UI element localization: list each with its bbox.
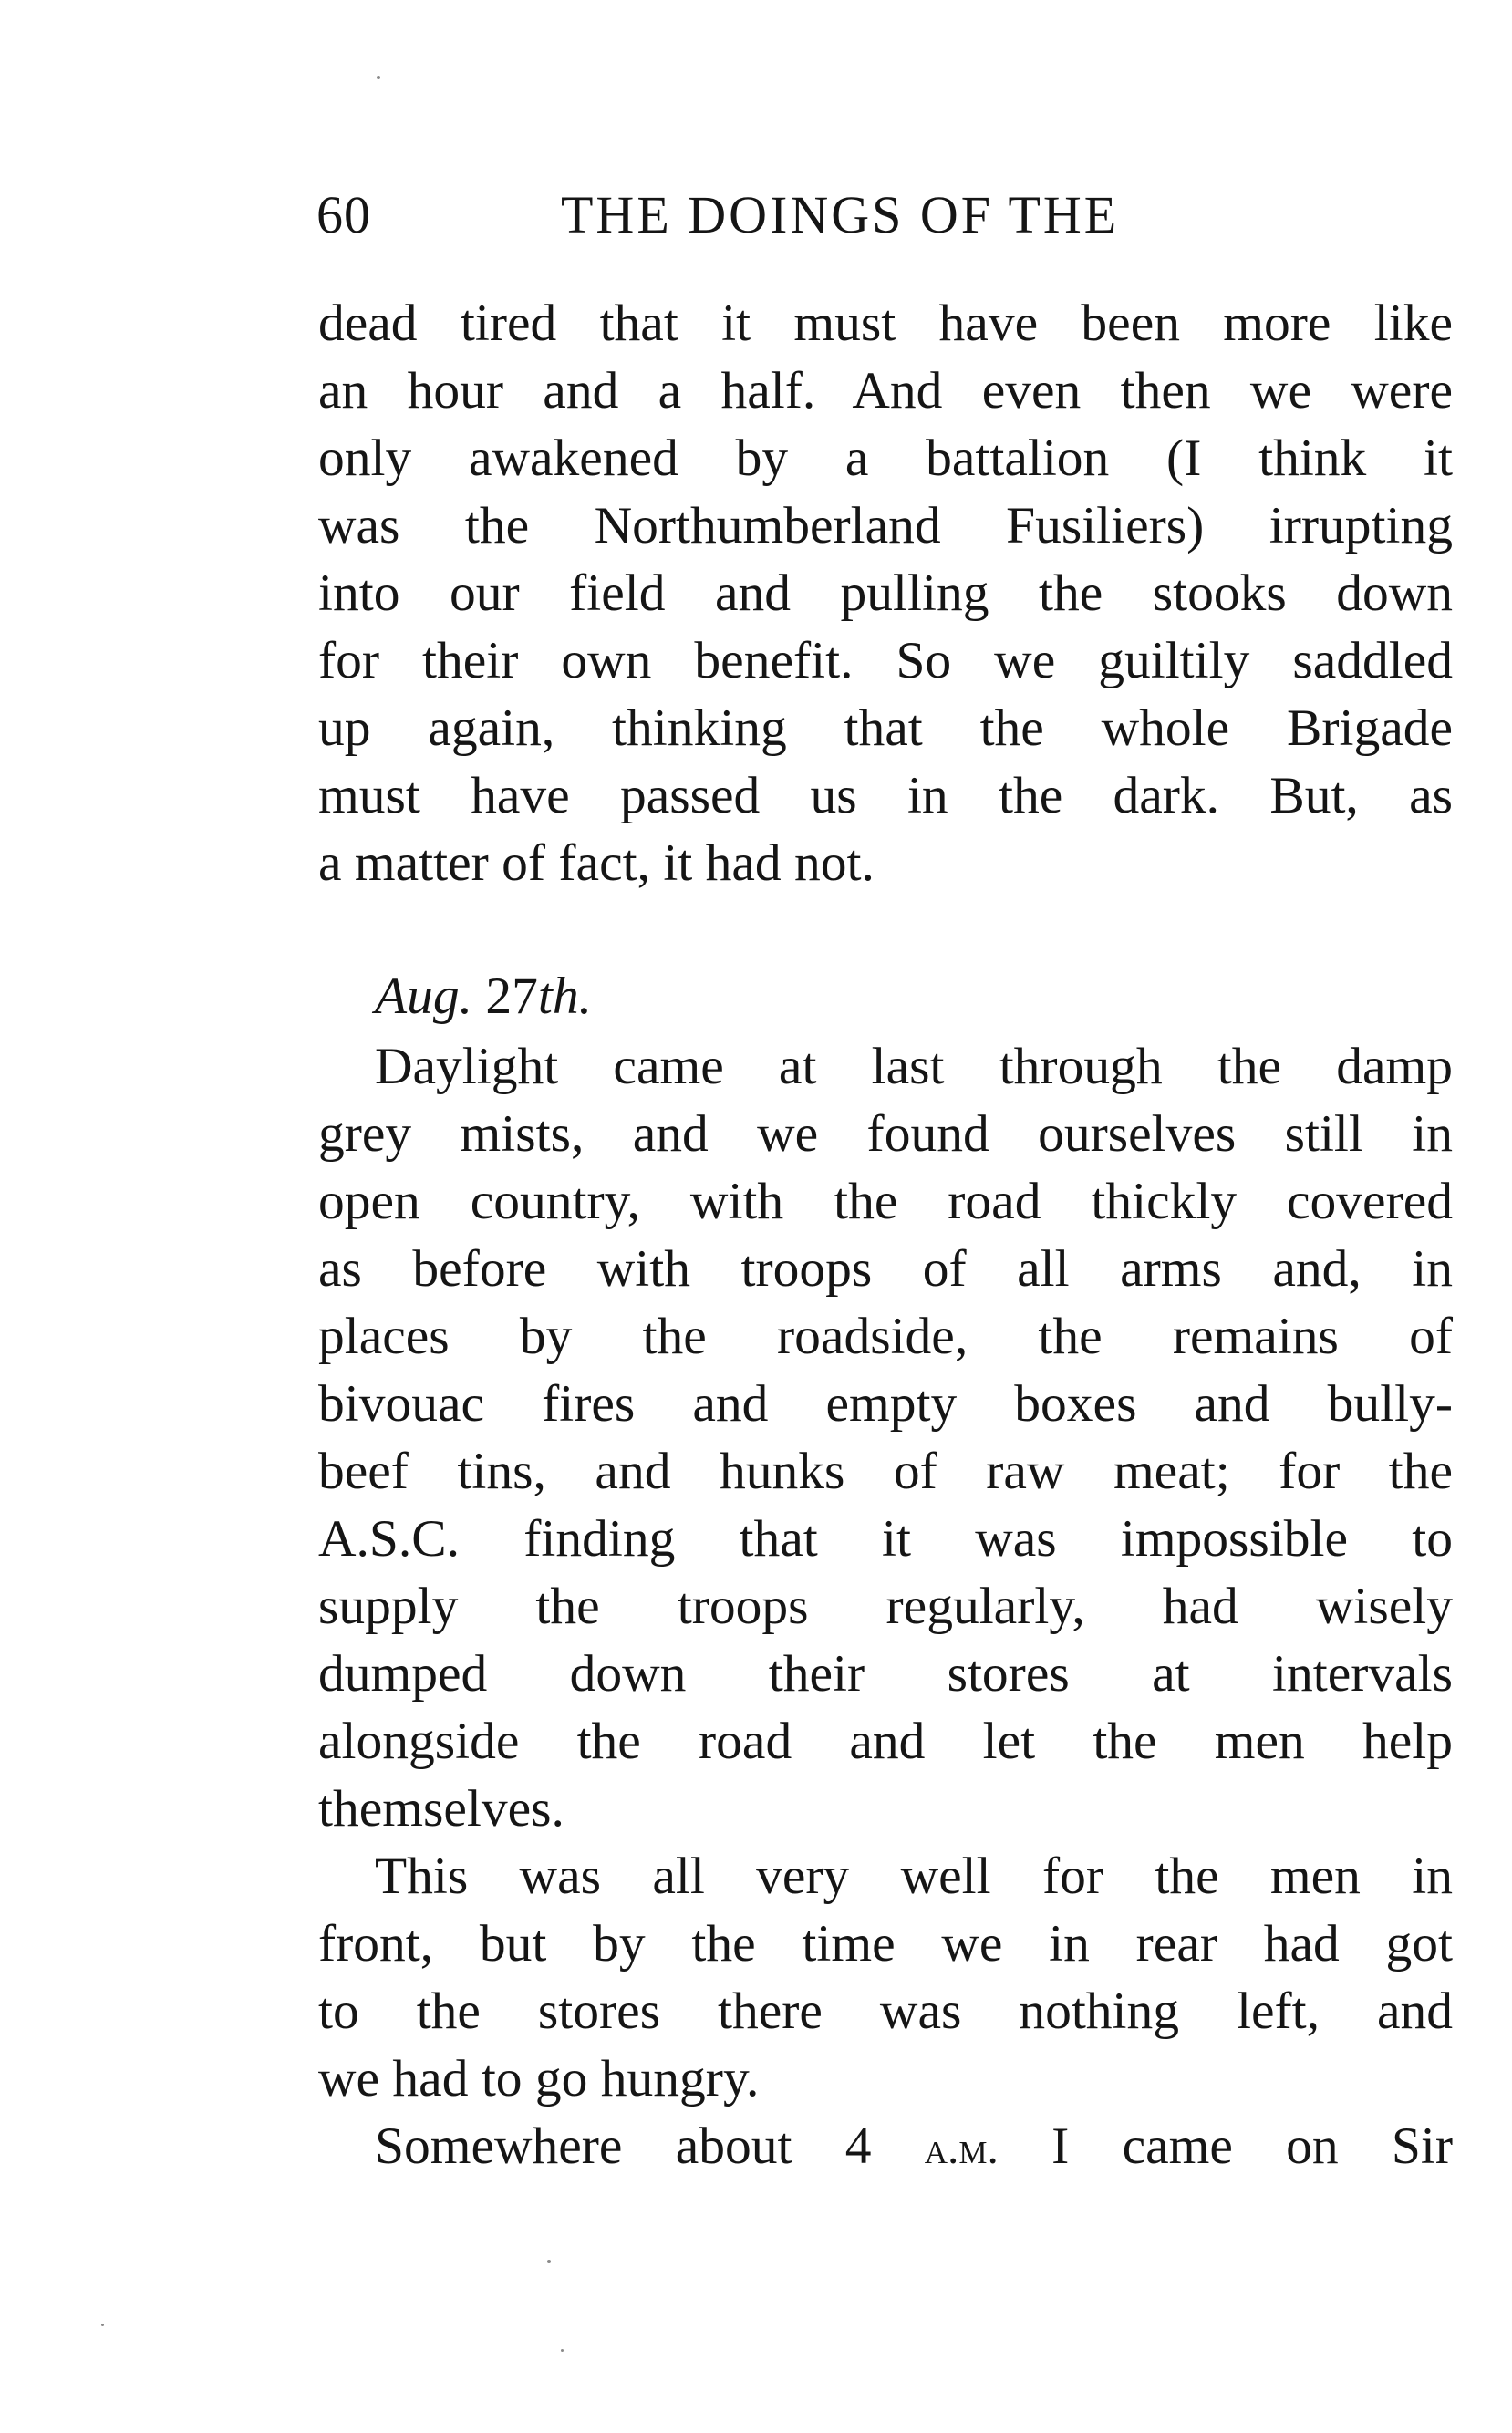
paragraph-1: [318, 290, 1453, 897]
text-fragment: Somewhere about 4: [375, 2117, 925, 2175]
text-line: themselves.: [318, 1780, 564, 1838]
text-line: Daylight came at last through the damp: [375, 1038, 1453, 1095]
paper-speck: [561, 2349, 564, 2352]
text-line: dumped down their stores at intervals: [318, 1645, 1453, 1703]
paper-speck: [377, 76, 380, 79]
text-line: beef tins, and hunks of raw meat; for the: [318, 1443, 1453, 1500]
dateline-suffix: th.: [537, 968, 592, 1025]
text-line: A.S.C. finding that it was impossible to: [318, 1510, 1453, 1568]
body-text: [318, 290, 1453, 2180]
text-line: [318, 2113, 1453, 2180]
dateline-month: Aug.: [375, 968, 472, 1025]
paragraph-4: [318, 2113, 1453, 2180]
text-line: dead tired that it must have been more like: [318, 295, 1453, 352]
text-line: supply the troops regularly, had wisely: [318, 1578, 1453, 1635]
text-line: up again, thinking that the whole Brigade: [318, 699, 1453, 757]
text-line: grey mists, and we found ourselves still in: [318, 1105, 1453, 1163]
text-line: was the Northumberland Fusiliers) irrupting: [318, 497, 1453, 554]
page-number: 60: [316, 185, 371, 244]
dateline-day: 27: [472, 968, 538, 1025]
paragraph-2: [318, 1033, 1453, 1843]
text-line: places by the roadside, the remains of: [318, 1308, 1453, 1365]
text-line: into our field and pulling the stooks down: [318, 564, 1453, 622]
text-line: an hour and a half. And even then we were: [318, 362, 1453, 419]
text-line: open country, with the road thickly covered: [318, 1173, 1453, 1230]
paragraph-gap: [318, 897, 1453, 960]
text-line: we had to go hungry.: [318, 2050, 760, 2107]
text-line: This was all very well for the men in: [375, 1848, 1453, 1905]
text-line: front, but by the time we in rear had got: [318, 1915, 1453, 1972]
dateline: [318, 960, 1453, 1033]
text-line: for their own benefit. So we guiltily saddled: [318, 632, 1453, 689]
running-head: THE DOINGS OF THE: [561, 185, 1120, 244]
time-abbrev: a.m.: [924, 2123, 999, 2173]
text-line: must have passed us in the dark. But, as: [318, 767, 1453, 824]
text-line: as before with troops of all arms and, in: [318, 1240, 1453, 1298]
text-line: bivouac fires and empty boxes and bully-: [318, 1375, 1453, 1433]
text-line: to the stores there was nothing left, and: [318, 1983, 1453, 2040]
text-line: only awakened by a battalion (I think it: [318, 430, 1453, 487]
text-line: a matter of fact, it had not.: [318, 834, 875, 892]
text-fragment: I came on Sir: [998, 2117, 1453, 2175]
paragraph-3: [318, 1843, 1453, 2113]
text-line: alongside the road and let the men help: [318, 1713, 1453, 1770]
page-header: [316, 179, 1228, 252]
paper-speck: [547, 2260, 551, 2263]
paper-speck: [101, 2324, 104, 2326]
